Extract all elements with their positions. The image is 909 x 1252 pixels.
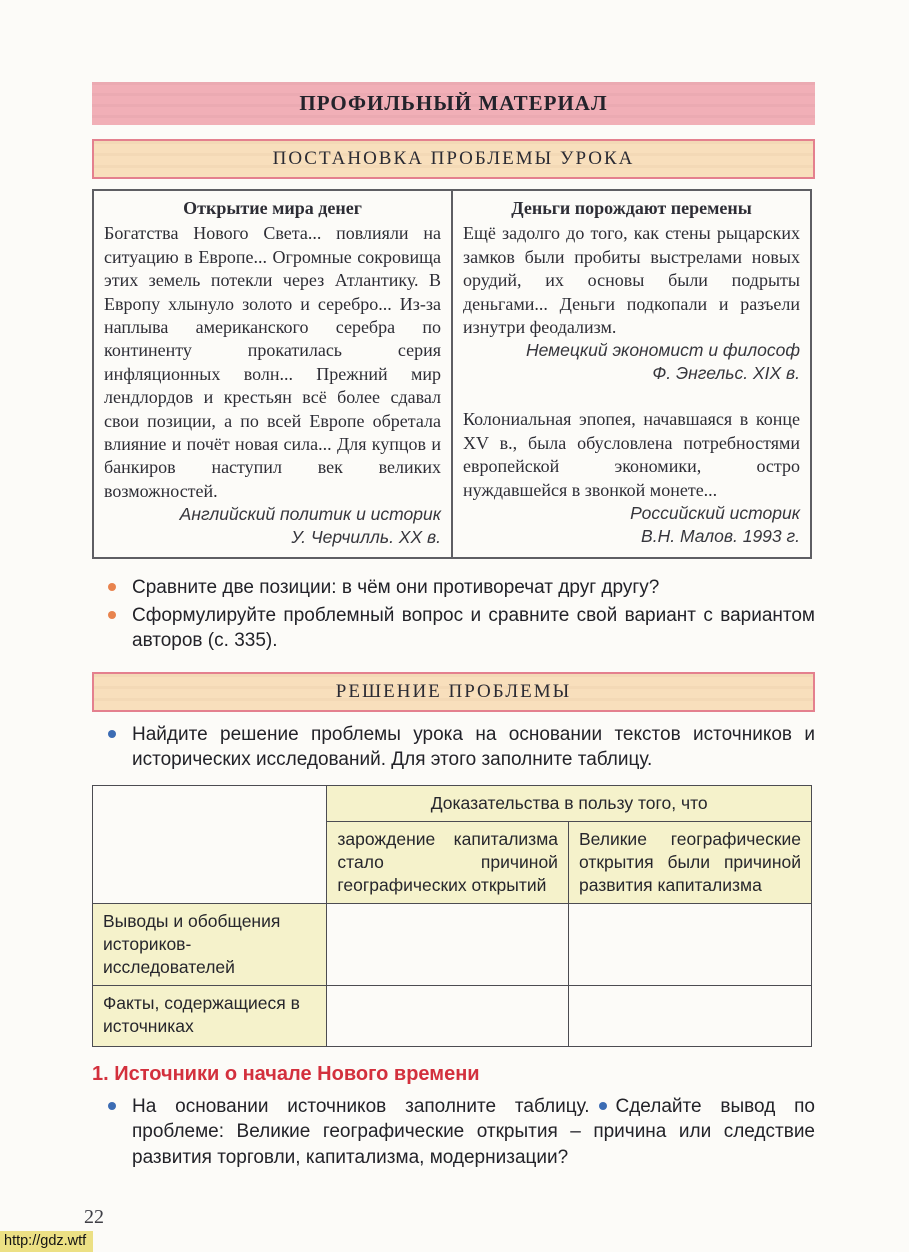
evidence-table: [92, 785, 812, 1047]
evidence-corner-cell: [93, 785, 327, 903]
quote-right-gap: [463, 385, 800, 408]
setup-task-2: [102, 603, 815, 654]
quote-right-attribution2-line1: Российский историк: [630, 503, 800, 524]
solution-task: [102, 722, 815, 773]
quote-left-title: Открытие мира денег: [183, 198, 362, 218]
bullet-icon: [108, 611, 116, 619]
quote-left-body: Богатства Нового Света... повлияли на ситуацию в Европе... Огромные сокровища этих земель потекли через Атлантику. В Европу хлынуло золото и серебро... Из-за наплыва американского серебра по континенту прокатилась серия инфляционных волн... Прежний мир лендлордов и крестьян всё более сдавал свои позиции, а по всей Европе обретала влияние и почёт новая сила... Для купцов и банкиров наступил век великих возможностей.: [104, 223, 441, 501]
quote-right-body2: Колониальная эпопея, начавшаяся в конце XV в., была обусловлена потребностями европейской экономики, остро нуждавшейся в звонкой монете...: [463, 409, 800, 500]
quote-left-attribution-line2: У. Черчилль. XX в.: [291, 527, 441, 548]
section-1-task-part1: На основании источников заполните таблицу.: [132, 1095, 590, 1117]
evidence-col-header-1: зарождение капитализма стало причиной географических открытий: [327, 821, 569, 903]
bullet-icon: [108, 583, 116, 591]
setup-task-1: [102, 575, 815, 601]
quote-cell-right: [452, 190, 811, 558]
evidence-empty-cell: [327, 985, 569, 1046]
section-1-task: [102, 1094, 815, 1171]
solution-task-text: Найдите решение проблемы урока на основании текстов источников и исторических исследований. Для этого заполните таблицу.: [132, 723, 815, 771]
evidence-spanning-header: Доказательства в пользу того, что: [327, 785, 812, 821]
watermark-url: http://gdz.wtf: [0, 1231, 93, 1252]
evidence-row-label-2: Факты, содержащиеся в источниках: [93, 985, 327, 1046]
evidence-empty-cell: [568, 903, 811, 985]
problem-setup-title: ПОСТАНОВКА ПРОБЛЕМЫ УРОКА: [272, 148, 635, 169]
section-1-task-part2: Сделайте вывод по проблеме: Великие географические открытия – причина или следствие развития торговли, капитализма, модернизации?: [132, 1095, 815, 1168]
section-1-title: 1. Источники о начале Нового времени: [92, 1062, 480, 1085]
quote-right-attribution1-line1: Немецкий экономист и философ: [525, 340, 800, 361]
profile-material-title: ПРОФИЛЬНЫЙ МАТЕРИАЛ: [299, 91, 608, 115]
problem-setup-header: [92, 139, 815, 179]
solution-header: [92, 672, 815, 712]
evidence-row-label-1: Выводы и обобщения историков-исследователей: [93, 903, 327, 985]
evidence-empty-cell: [327, 903, 569, 985]
bullet-icon: [108, 730, 116, 738]
quote-left-attribution-line1: Английский политик и историк: [179, 504, 441, 525]
quote-right-title: Деньги порождают перемены: [511, 198, 752, 218]
evidence-col-header-2: Великие географические открытия были причиной развития капитализма: [568, 821, 811, 903]
setup-task-1-text: Сравните две позиции: в чём они противоречат друг другу?: [132, 577, 660, 599]
page-number: 22: [84, 1206, 104, 1229]
evidence-empty-cell: [568, 985, 811, 1046]
setup-task-2-text: Сформулируйте проблемный вопрос и сравните свой вариант с вариантом авторов (с. 335).: [132, 604, 815, 652]
bullet-icon: [108, 1102, 116, 1110]
solution-title: РЕШЕНИЕ ПРОБЛЕМЫ: [335, 680, 572, 702]
bullet-icon: [599, 1102, 607, 1110]
quote-right-body1: Ещё задолго до того, как стены рыцарских замков были пробиты выстрелами новых орудий, их основы были подрыты деньгами... Деньги подкопали и разъели изнутри феодализм.: [463, 223, 800, 338]
quotes-table: [92, 189, 812, 559]
page-content: [84, 82, 815, 1229]
quote-cell-left: [93, 190, 452, 558]
profile-material-banner: [92, 82, 815, 125]
quote-right-attribution1-line2: Ф. Энгельс. XIX в.: [652, 363, 800, 384]
quote-right-attribution2-line2: В.Н. Малов. 1993 г.: [641, 526, 800, 547]
